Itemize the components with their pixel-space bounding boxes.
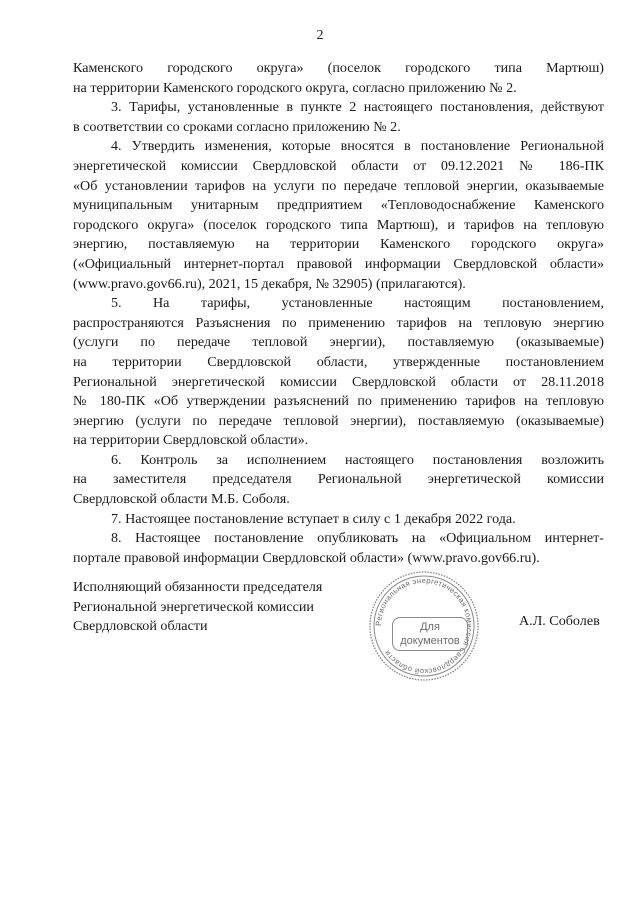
text-line: энергетической комиссии Свердловской области от 09.12.2021 № 186-ПК [73, 157, 604, 174]
text-line: 3. Тарифы, установленные в пункте 2 настоящего постановления, действуют [111, 99, 604, 116]
signer-name: А.Л. Соболев [519, 613, 600, 629]
stamp-ring-text: Региональная энергетическая комиссия Свердловской области [373, 575, 475, 677]
text-line: на заместителя председателя Региональной энергетической комиссии [73, 471, 604, 488]
text-line: на территории Свердловской области». [73, 432, 309, 449]
text-line: 8. Настоящее постановление опубликовать на «Официальном интернет- [111, 530, 604, 547]
page-number: 2 [316, 28, 324, 43]
text-line: энергию, поставляемую на территории Каменского городского округа» [73, 236, 604, 253]
text-line: городского округа» (поселок городского типа Мартюш), и тарифов на тепловую [73, 216, 604, 233]
text-line: 4. Утвердить изменения, которые вносятся в постановление Региональной [111, 138, 604, 155]
text-line: портале правовой информации Свердловской области» (www.pravo.gov66.ru). [73, 549, 540, 566]
text-line: 7. Настоящее постановление вступает в силу с 1 декабря 2022 года. [111, 510, 516, 527]
text-line: энергию (услуги по передаче тепловой энергии), поставляемую (оказываемые) [73, 412, 604, 429]
stamp-label-line: Для [420, 621, 440, 633]
stamp-label [392, 617, 468, 651]
text-line: («Официальный интернет-портал правовой информации Свердловской области» [73, 255, 604, 272]
stamp-label-line: документов [400, 635, 460, 647]
text-line: «Об установлении тарифов на услуги по передаче тепловой энергии, оказываемые [73, 177, 604, 194]
text-line: распространяются Разъяснения по применению тарифов на тепловую энергию [73, 314, 604, 331]
text-line: Каменского городского округа» (поселок городского типа Мартюш) [73, 60, 604, 76]
text-line: на территории Каменского городского округа, согласно приложению № 2. [73, 79, 517, 96]
text-line: (услуги по передаче тепловой энергии), поставляемую (оказываемые) [73, 334, 604, 351]
text-line: в соответствии со сроками согласно приложению № 2. [73, 118, 401, 135]
text-line: 5. На тарифы, установленные настоящим постановлением, [111, 295, 604, 312]
text-line: № 180-ПК «Об утверждении разъяснений по применению тарифов на тепловую [73, 393, 604, 410]
signatory-title [73, 578, 322, 637]
text-line: 6. Контроль за исполнением настоящего постановления возложить [111, 451, 604, 468]
text-line: Региональной энергетической комиссии Свердловской области от 28.11.2018 [73, 373, 604, 390]
text-line: (www.pravo.gov66.ru), 2021, 15 декабря, № 32905) (прилагаются). [73, 275, 466, 292]
text-line: муниципальным унитарным предприятием «Тепловодоснабжение Каменского [73, 197, 604, 214]
text-line: Свердловской области М.Б. Соболя. [73, 491, 290, 508]
text-line: на территории Свердловской области, утвержденные постановлением [73, 353, 604, 370]
signatory-title-line: Исполняющий обязанности председателя [73, 579, 323, 595]
document-body [73, 59, 604, 568]
signatory-title-line: Свердловской области [73, 618, 208, 635]
signatory-title-line: Региональной энергетической комиссии [73, 598, 314, 615]
